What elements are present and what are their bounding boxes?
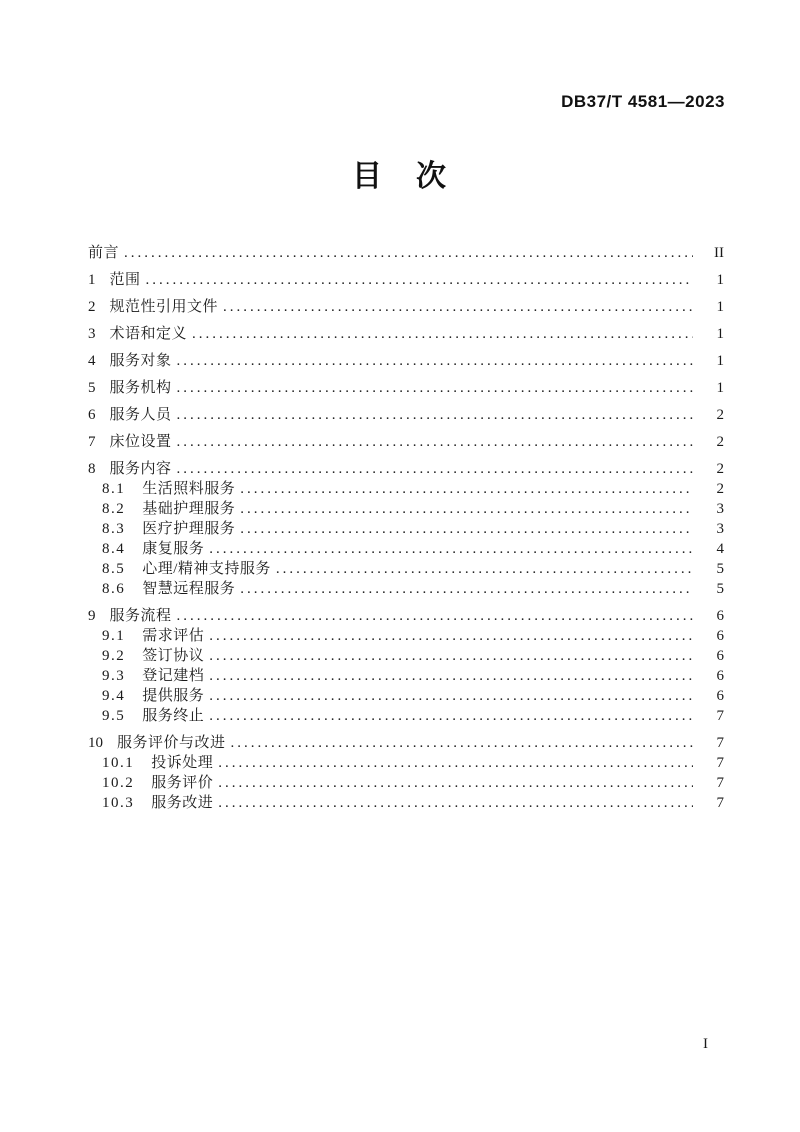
dot-leader [218, 793, 693, 813]
dot-leader [223, 297, 693, 317]
dot-leader [240, 519, 693, 539]
toc-entry-page: 4 [716, 541, 724, 557]
toc-entry-page: 7 [716, 708, 724, 724]
toc-entry [88, 243, 724, 263]
toc-entry [88, 733, 724, 753]
toc-entry-page: 1 [716, 272, 724, 288]
toc-entry-label: 服务评价 [151, 775, 214, 791]
footer-page-number: I [703, 1036, 708, 1052]
dot-leader [209, 686, 693, 706]
toc-entry-label: 心理/精神支持服务 [142, 561, 271, 577]
dot-leader [240, 579, 693, 599]
dot-leader [218, 773, 693, 793]
toc-entry [88, 626, 724, 646]
dot-leader [209, 626, 693, 646]
toc-entry-number: 8.1 [102, 481, 126, 497]
toc-entry-number: 10.3 [102, 795, 135, 811]
toc-entry-number: 8.6 [102, 581, 126, 597]
toc-entry [88, 793, 724, 813]
toc-entry-number: 8.3 [102, 521, 126, 537]
dot-leader [276, 559, 693, 579]
toc-entry [88, 351, 724, 371]
toc-entry-number: 9.5 [102, 708, 126, 724]
toc-entry-number: 7 [88, 434, 96, 450]
toc-entry [88, 646, 724, 666]
toc-entry-number: 5 [88, 380, 96, 396]
toc-entry-page: 2 [716, 434, 724, 450]
toc-entry-number: 4 [88, 353, 96, 369]
toc-entry-number: 1 [88, 272, 96, 288]
dot-leader [177, 459, 693, 479]
toc-entry-number: 3 [88, 326, 96, 342]
toc-entry-label: 服务终止 [142, 708, 205, 724]
dot-leader [124, 243, 693, 263]
toc-entry-label: 医疗护理服务 [142, 521, 236, 537]
dot-leader [177, 432, 693, 452]
toc-entry [88, 753, 724, 773]
dot-leader [177, 351, 693, 371]
toc-entry-label: 服务机构 [109, 380, 172, 396]
toc-entry [88, 479, 724, 499]
toc-entry [88, 519, 724, 539]
toc-entry [88, 270, 724, 290]
toc-entry-label: 登记建档 [142, 668, 205, 684]
dot-leader [209, 539, 693, 559]
toc-entry-label: 智慧远程服务 [142, 581, 236, 597]
toc-entry-number: 10.2 [102, 775, 135, 791]
dot-leader [231, 733, 693, 753]
toc-entry-label: 前言 [88, 245, 120, 261]
toc-entry [88, 706, 724, 726]
dot-leader [177, 405, 693, 425]
toc-entry-label: 床位设置 [109, 434, 172, 450]
dot-leader [209, 706, 693, 726]
toc-entry-label: 服务内容 [109, 461, 172, 477]
toc-entry-label: 基础护理服务 [142, 501, 236, 517]
toc-entry [88, 773, 724, 793]
toc-entry [88, 432, 724, 452]
toc-entry-number: 8 [88, 461, 96, 477]
toc-entry-label: 服务评价与改进 [117, 735, 226, 751]
toc-entry [88, 686, 724, 706]
dot-leader [240, 479, 693, 499]
toc-entry-page: 1 [716, 299, 724, 315]
toc-entry-number: 9.2 [102, 648, 126, 664]
toc-entry [88, 499, 724, 519]
toc-entry [88, 324, 724, 344]
toc-entry-page: 6 [716, 608, 724, 624]
toc-entry [88, 378, 724, 398]
toc-entry-page: 1 [716, 353, 724, 369]
toc-entry [88, 559, 724, 579]
toc-entry-label: 服务改进 [151, 795, 214, 811]
toc-entry-label: 提供服务 [142, 688, 205, 704]
toc-entry-number: 9.1 [102, 628, 126, 644]
toc-entry [88, 459, 724, 479]
toc-entry [88, 539, 724, 559]
dot-leader [177, 606, 693, 626]
toc-entry-page: 2 [716, 481, 724, 497]
toc-entry-label: 生活照料服务 [142, 481, 236, 497]
toc-entry-number: 10.1 [102, 755, 135, 771]
toc-entry-page: 7 [716, 775, 724, 791]
toc-entry-label: 服务人员 [109, 407, 172, 423]
dot-leader [146, 270, 693, 290]
toc-entry-page: 2 [716, 461, 724, 477]
toc-entry-page: II [714, 245, 724, 261]
toc-entry-page: 6 [716, 628, 724, 644]
toc-entry-page: 2 [716, 407, 724, 423]
toc-entry-label: 服务对象 [109, 353, 172, 369]
toc-entry [88, 405, 724, 425]
toc-entry [88, 297, 724, 317]
toc-entry-page: 1 [716, 380, 724, 396]
toc-entry-page: 3 [716, 521, 724, 537]
page-title: 目 次 [352, 160, 448, 193]
toc-entry-label: 规范性引用文件 [109, 299, 219, 315]
toc-entry-page: 6 [716, 668, 724, 684]
toc-entry-label: 投诉处理 [151, 755, 214, 771]
toc-entry-label: 术语和定义 [109, 326, 188, 342]
toc-entry-page: 5 [716, 561, 724, 577]
toc-entry-number: 8.5 [102, 561, 126, 577]
toc-entry-number: 2 [88, 299, 96, 315]
dot-leader [218, 753, 693, 773]
toc-entry-label: 服务流程 [109, 608, 172, 624]
toc-entry [88, 666, 724, 686]
toc-entry-label: 康复服务 [142, 541, 205, 557]
dot-leader [240, 499, 693, 519]
table-of-contents [0, 243, 800, 813]
toc-entry-page: 3 [716, 501, 724, 517]
toc-entry-label: 范围 [109, 272, 141, 288]
toc-entry-page: 6 [716, 688, 724, 704]
dot-leader [192, 324, 693, 344]
dot-leader [177, 378, 693, 398]
toc-entry-number: 10 [88, 735, 103, 751]
toc-entry-number: 9.3 [102, 668, 126, 684]
toc-entry-page: 7 [716, 795, 724, 811]
toc-entry-number: 9.4 [102, 688, 126, 704]
toc-entry-page: 7 [716, 755, 724, 771]
toc-entry [88, 579, 724, 599]
dot-leader [209, 666, 693, 686]
toc-entry-page: 1 [716, 326, 724, 342]
dot-leader [209, 646, 693, 666]
toc-entry-page: 5 [716, 581, 724, 597]
toc-entry-number: 6 [88, 407, 96, 423]
toc-entry-page: 6 [716, 648, 724, 664]
toc-entry-label: 签订协议 [142, 648, 205, 664]
toc-entry-label: 需求评估 [142, 628, 205, 644]
doc-code: DB37/T 4581—2023 [561, 92, 725, 111]
toc-entry-number: 9 [88, 608, 96, 624]
toc-entry-page: 7 [716, 735, 724, 751]
toc-entry [88, 606, 724, 626]
toc-entry-number: 8.2 [102, 501, 126, 517]
toc-entry-number: 8.4 [102, 541, 126, 557]
